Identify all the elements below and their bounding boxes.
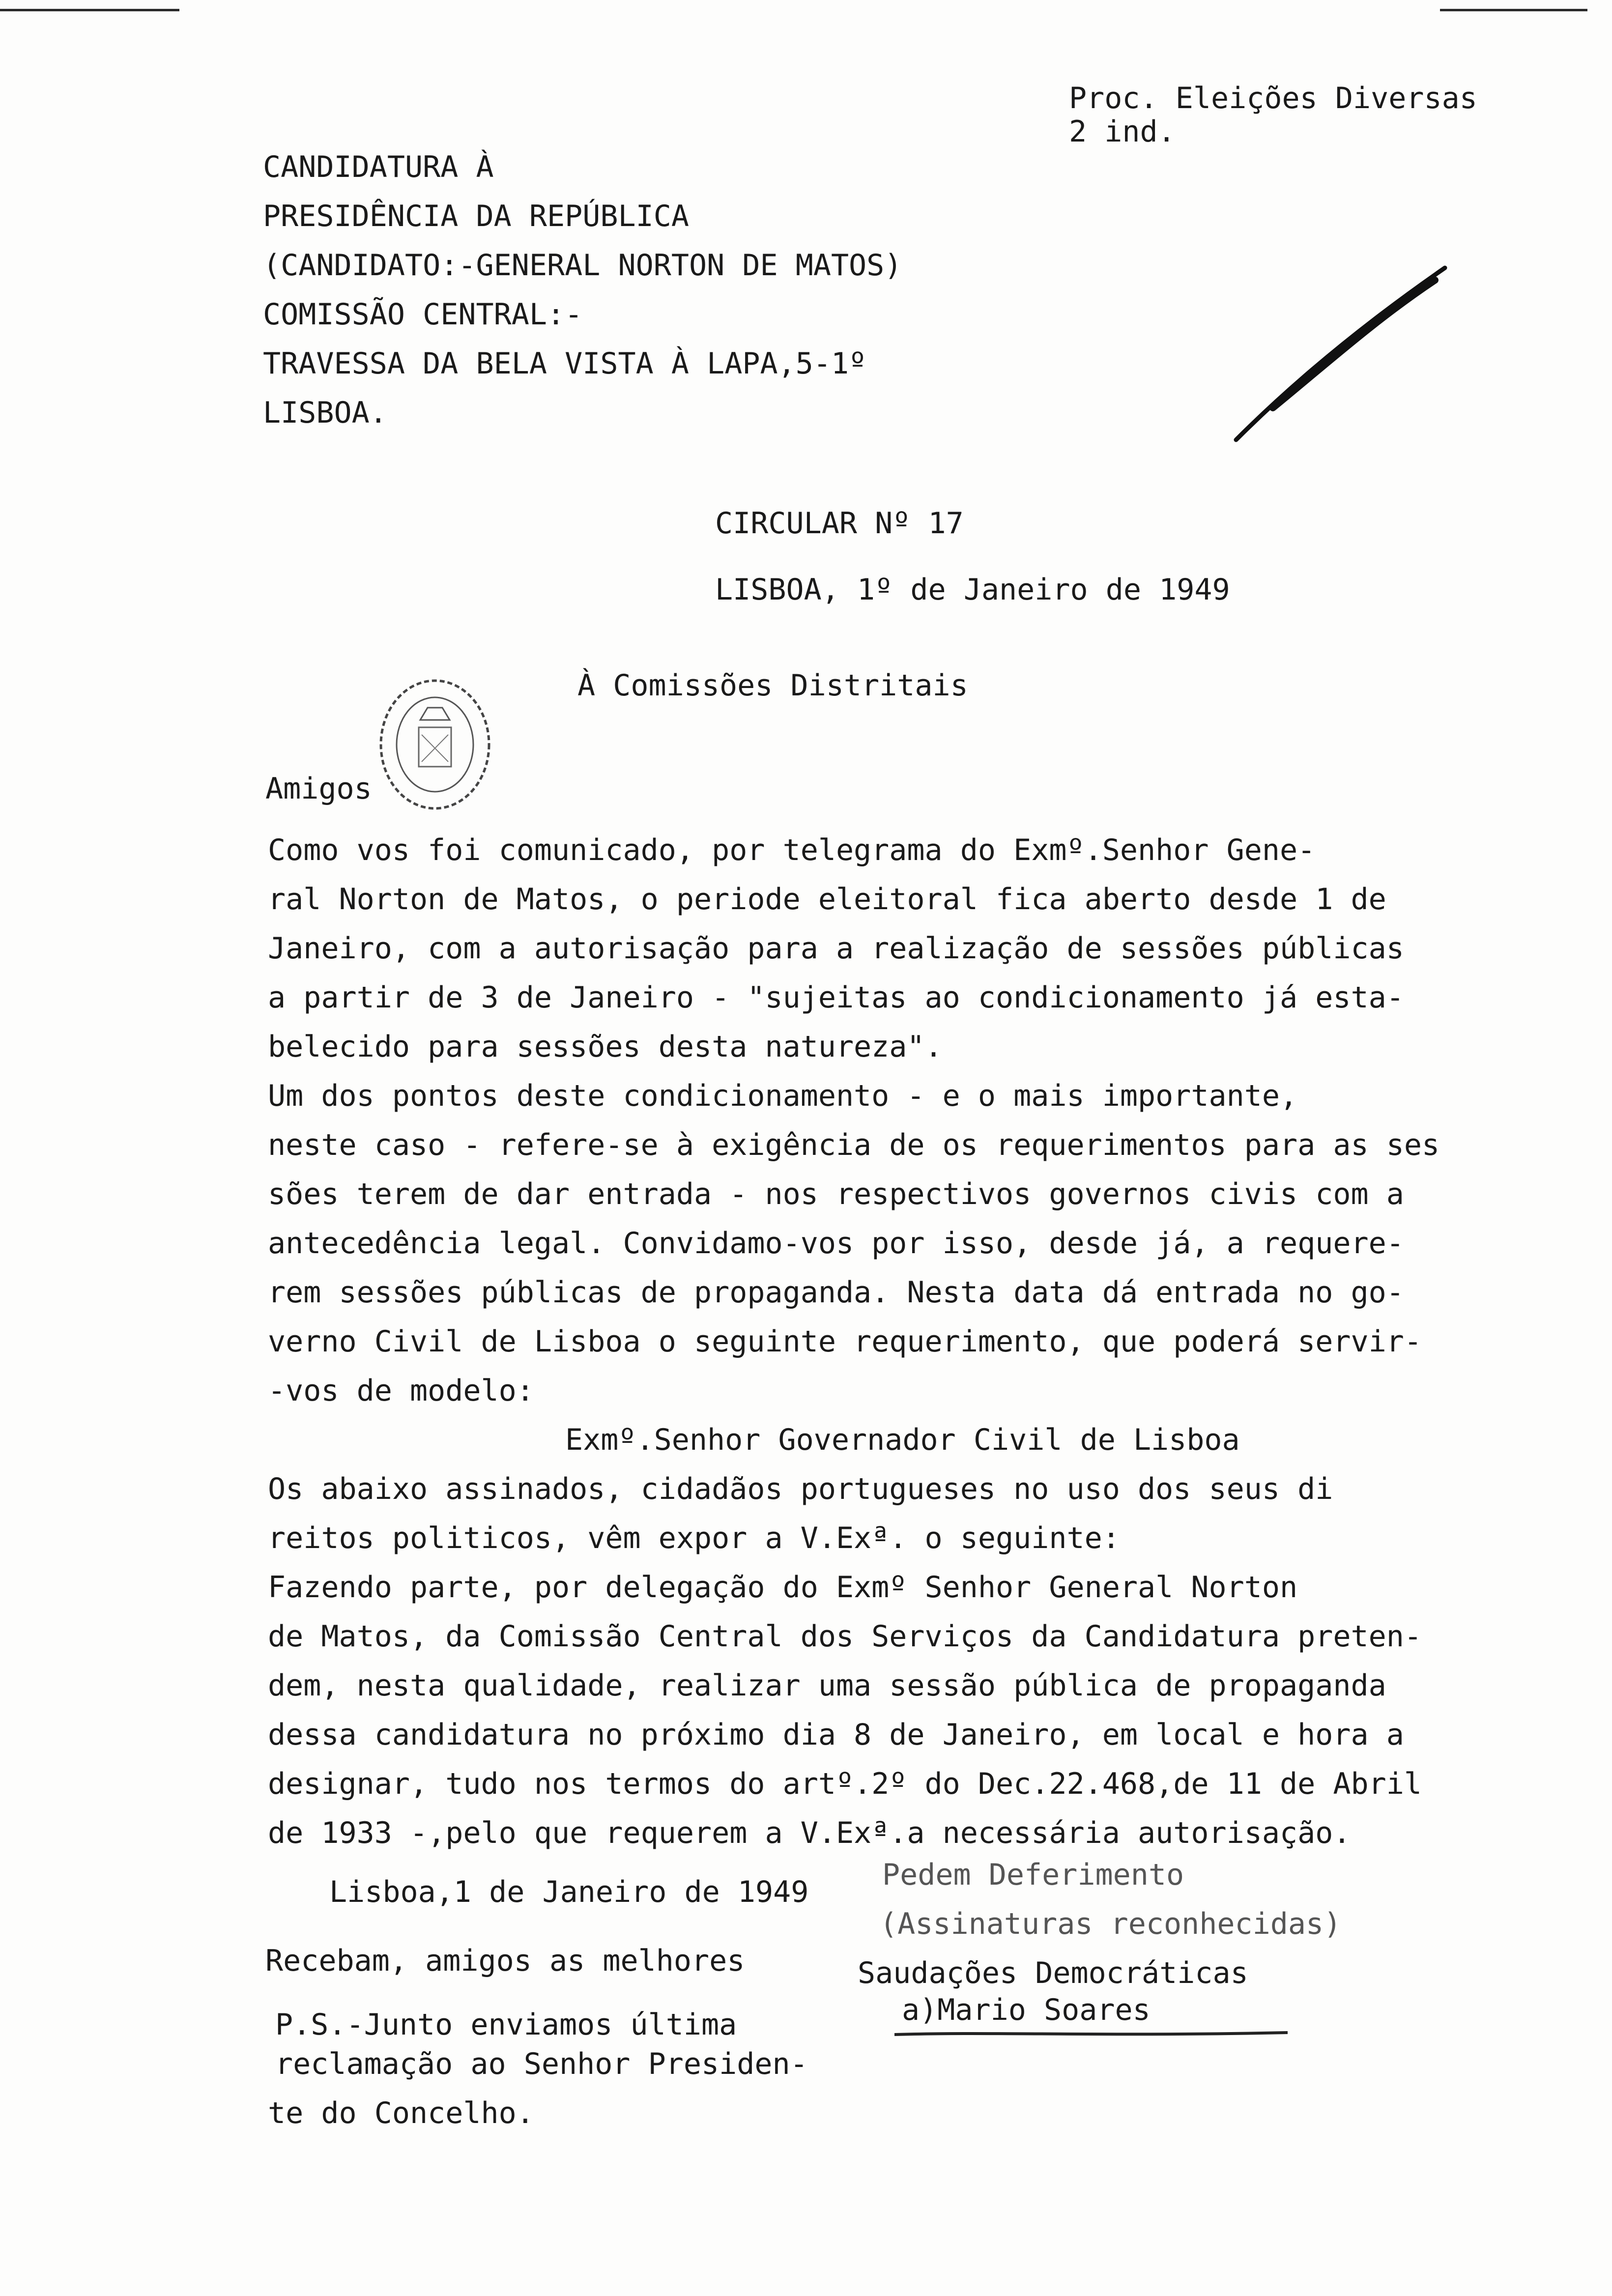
circular-number: CIRCULAR Nº 17 [715, 506, 964, 541]
paragraph-2-line: antecedência legal. Convidamo-vos por isso, desde já, a requere- [268, 1226, 1404, 1261]
model-paragraph-2-line: de 1933 -,pelo que requerem a V.Exª.a necessária autorisação. [268, 1816, 1351, 1850]
paragraph-2 [268, 1071, 1536, 1415]
sender-line-5: TRAVESSA DA BELA VISTA À LAPA,5-1º [263, 346, 867, 381]
paragraph-1-line: a partir de 3 de Janeiro - "sujeitas ao condicionamento já esta- [268, 980, 1404, 1015]
model-paragraph-2 [268, 1563, 1536, 1858]
postscript-line: te do Concelho. [268, 2096, 534, 2130]
sender-line-1: CANDIDATURA À [263, 150, 494, 184]
model-paragraph-2-line: de Matos, da Comissão Central dos Serviços da Candidatura preten- [268, 1619, 1422, 1654]
paragraph-2-line: sões terem de dar entrada - nos respectivos governos civis com a [268, 1177, 1404, 1211]
model-closing: Pedem Deferimento [882, 1858, 1184, 1892]
sender-line-4: COMISSÃO CENTRAL:- [263, 297, 583, 332]
sign-off-greeting: Saudações Democráticas [858, 1956, 1248, 1990]
model-request-heading: Exmº.Senhor Governador Civil de Lisboa [565, 1423, 1240, 1457]
top-rule-left [0, 9, 179, 11]
model-paragraph-1-line: reitos politicos, vêm expor a V.Exª. o seguinte: [268, 1521, 1120, 1555]
signatory: a)Mario Soares [902, 1993, 1151, 2027]
paragraph-1-line: Janeiro, com a autorisação para a realização de sessões públicas [268, 931, 1404, 966]
postscript-line: reclamação ao Senhor Presiden- [275, 2047, 808, 2081]
model-signatures-note: (Assinaturas reconhecidas) [880, 1907, 1342, 1941]
paragraph-2-line: rem sessões públicas de propaganda. Nesta data dá entrada no go- [268, 1275, 1404, 1310]
postscript-line: P.S.-Junto enviamos última [275, 2008, 737, 2042]
model-paragraph-1-line: Os abaixo assinados, cidadãos portugueses no uso dos seus di [268, 1472, 1333, 1506]
sign-off-left: Recebam, amigos as melhores [265, 1944, 745, 1978]
seal-stamp [374, 673, 496, 816]
model-paragraph-2-line: dessa candidatura no próximo dia 8 de Janeiro, em local e hora a [268, 1718, 1404, 1752]
circular-date: LISBOA, 1º de Janeiro de 1949 [715, 573, 1230, 607]
model-paragraph-1 [268, 1464, 1536, 1563]
sender-line-2: PRESIDÊNCIA DA REPÚBLICA [263, 199, 689, 233]
reference-line-1: Proc. Eleições Diversas [1069, 81, 1477, 115]
paragraph-2-line: -vos de modelo: [268, 1374, 534, 1408]
paragraph-2-line: neste caso - refere-se à exigência de os requerimentos para as ses [268, 1128, 1440, 1162]
sender-line-3: (CANDIDATO:-GENERAL NORTON DE MATOS) [263, 248, 902, 283]
salutation: Amigos [265, 772, 372, 806]
paragraph-2-line: Um dos pontos deste condicionamento - e o mais importante, [268, 1079, 1298, 1113]
postscript [268, 2000, 808, 2138]
paragraph-1 [268, 826, 1536, 1071]
model-paragraph-2-line: Fazendo parte, por delegação do Exmº Senhor General Norton [268, 1570, 1298, 1605]
model-paragraph-2-line: dem, nesta qualidade, realizar uma sessão pública de propaganda [268, 1668, 1386, 1703]
paragraph-2-line: verno Civil de Lisboa o seguinte requerimento, que poderá servir- [268, 1324, 1422, 1359]
top-rule-right [1440, 9, 1587, 11]
signature-underline [894, 2030, 1288, 2039]
paragraph-1-line: Como vos foi comunicado, por telegrama do Exmº.Senhor Gene- [268, 833, 1316, 867]
addressee: À Comissões Distritais [577, 668, 968, 703]
reference-line-2: 2 ind. [1069, 115, 1176, 149]
model-place-date: Lisboa,1 de Janeiro de 1949 [329, 1875, 809, 1909]
paragraph-1-line: ral Norton de Matos, o periode eleitoral fica aberto desde 1 de [268, 882, 1386, 917]
paragraph-1-line: belecido para sessões desta natureza". [268, 1030, 943, 1064]
sender-line-6: LISBOA. [263, 396, 387, 430]
model-paragraph-2-line: designar, tudo nos termos do artº.2º do Dec.22.468,de 11 de Abril [268, 1767, 1422, 1801]
sender-header [263, 143, 902, 437]
pen-stroke-mark [1229, 260, 1455, 447]
